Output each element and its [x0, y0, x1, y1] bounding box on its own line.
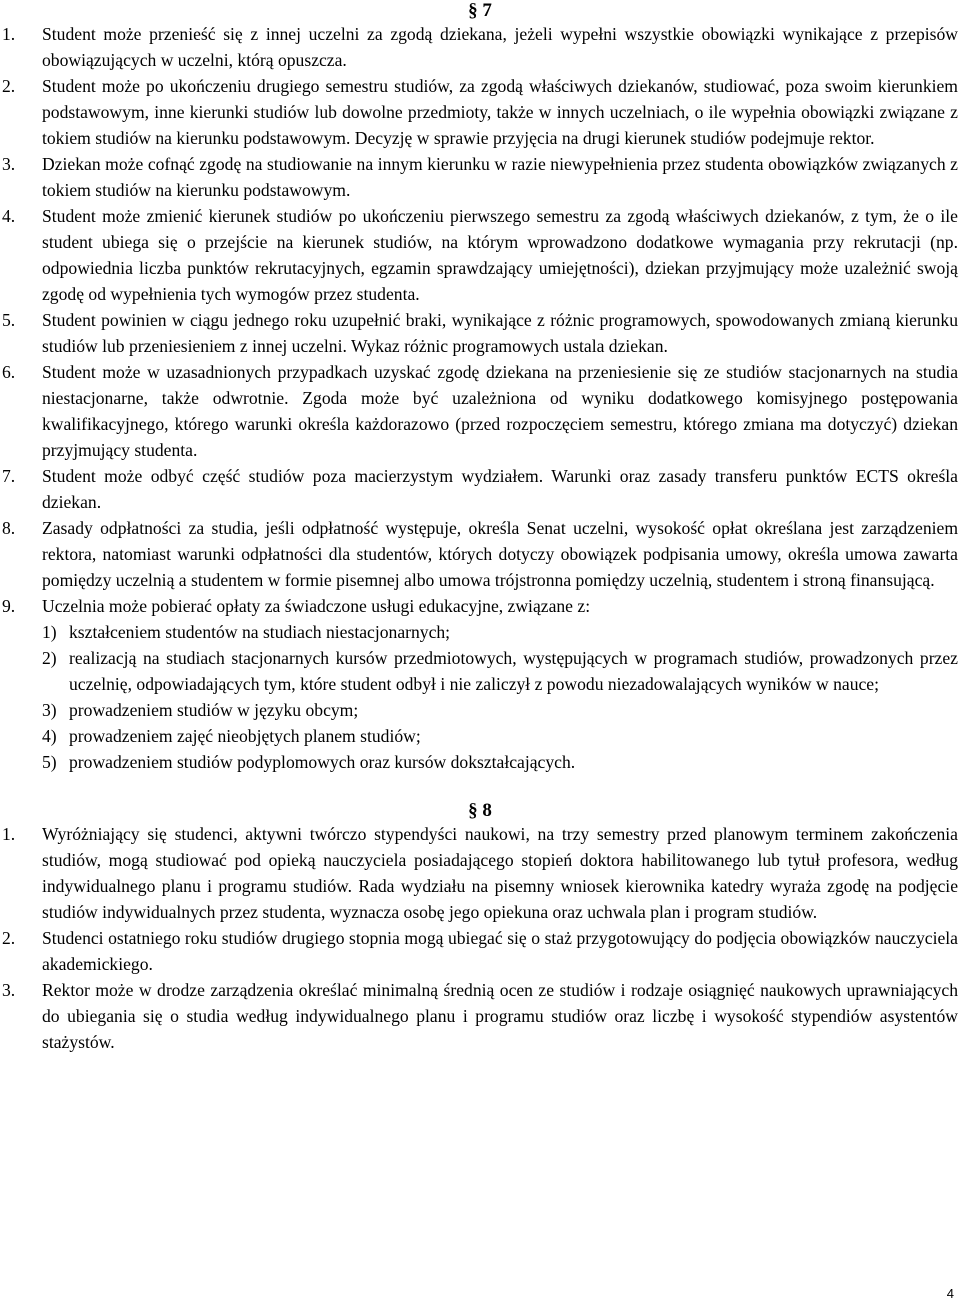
sub-item-text: prowadzeniem studiów podyplomowych oraz kursów dokształcających.	[69, 752, 576, 772]
sub-item-number: 1)	[42, 622, 57, 642]
item-number: 9.	[2, 596, 16, 616]
section-8-heading: § 8	[468, 800, 492, 821]
item-text: Wyróżniający się studenci, aktywni twórczo stypendyści naukowi, na trzy semestry przed planowym terminem zakończenia studiów, mogą studiować pod opieką nauczyciela posiadającego stopień doktora habilitowanego lub tytuł profesora, według indywidualnego planu i programu studiów. Rada wydziału na pisemny wniosek kierownika katedry wyraża zgodę na podjęcie studiów indywidualnych przez studenta, wyznacza osobę jego opiekuna oraz uchwala plan i program studiów.	[42, 824, 958, 922]
section-7-item-9	[0, 593, 960, 775]
item-number: 5.	[2, 310, 16, 330]
item-text: Dziekan może cofnąć zgodę na studiowanie na innym kierunku w razie niewypełnienia przez studenta obowiązków związanych z tokiem studiów na kierunku podstawowym.	[42, 154, 958, 200]
sub-item-2	[42, 645, 958, 697]
item-text: Student może zmienić kierunek studiów po ukończeniu pierwszego semestru za zgodą właściwych dziekanów, z tym, że o ile student ubiega się o przejście na kierunek studiów, na którym wprowadzono dodatkowe wymagania przy rekrutacji (np. odpowiednia liczba punktów rekrutacyjnych, egzamin sprawdzający umiejętności), dziekan przyjmujący może uzależnić swoją zgodę od wypełnienia tych wymogów przez studenta.	[42, 206, 958, 304]
page-number: 4	[946, 1286, 954, 1301]
fee-services-list	[42, 619, 958, 775]
sub-item-number: 2)	[42, 648, 57, 668]
sub-item-number: 3)	[42, 700, 57, 720]
section-7-item-7	[0, 463, 960, 515]
sub-item-3	[42, 697, 958, 723]
sub-item-text: kształceniem studentów na studiach niestacjonarnych;	[69, 622, 451, 642]
item-number: 1.	[2, 824, 16, 844]
item-number: 4.	[2, 206, 16, 226]
section-8-item-2	[0, 925, 960, 977]
sub-item-number: 5)	[42, 752, 57, 772]
section-8-list	[0, 821, 960, 1055]
item-text: Student może przenieść się z innej uczelni za zgodą dziekana, jeżeli wypełni wszystkie obowiązki wynikające z przepisów obowiązujących w uczelni, którą opuszcza.	[42, 24, 958, 70]
section-7-item-2	[0, 73, 960, 151]
item-number: 2.	[2, 928, 16, 948]
item-text: Student może w uzasadnionych przypadkach uzyskać zgodę dziekana na przeniesienie się ze studiów stacjonarnych na studia niestacjonarne, także odwrotnie. Zgoda może być uzależniona od wyniku dodatkowego komisyjnego postępowania kwalifikacyjnego, którego warunki określa każdorazowo (przed rozpoczęciem semestru, którego zmiana ma dotyczyć) dziekan przyjmujący studenta.	[42, 362, 958, 460]
item-number: 2.	[2, 76, 16, 96]
section-7-item-5	[0, 307, 960, 359]
sub-item-text: prowadzeniem zajęć nieobjętych planem studiów;	[69, 726, 421, 746]
item-number: 8.	[2, 518, 16, 538]
section-8-item-1	[0, 821, 960, 925]
item-number: 3.	[2, 154, 16, 174]
item-text: Zasady odpłatności za studia, jeśli odpłatność występuje, określa Senat uczelni, wysokość opłat określana jest zarządzeniem rektora, natomiast warunki odpłatności dla studentów, których dotyczy obowiązek podpisania umowy, określa umowa zawarta pomiędzy uczelnią a studentem w formie pisemnej albo umowa trójstronna pomiędzy uczelnią, studentem i stroną finansującą.	[42, 518, 958, 590]
sub-item-number: 4)	[42, 726, 57, 746]
item-text: Uczelnia może pobierać opłaty za świadczone usługi edukacyjne, związane z:	[42, 596, 591, 616]
sub-item-text: realizacją na studiach stacjonarnych kursów przedmiotowych, występujących w programach studiów, prowadzonych przez uczelnię, odpowiadających tym, które student odbył i nie zaliczył z powodu niezadowalających wyników w nauce;	[69, 648, 958, 694]
item-number: 7.	[2, 466, 16, 486]
sub-item-5	[42, 749, 958, 775]
item-number: 1.	[2, 24, 16, 44]
section-7-item-8	[0, 515, 960, 593]
sub-item-4	[42, 723, 958, 749]
section-7-list	[0, 21, 960, 775]
section-7-item-6	[0, 359, 960, 463]
section-7-item-4	[0, 203, 960, 307]
item-number: 3.	[2, 980, 16, 1000]
section-8-item-3	[0, 977, 960, 1055]
item-text: Student może odbyć część studiów poza macierzystym wydziałem. Warunki oraz zasady transferu punktów ECTS określa dziekan.	[42, 466, 958, 512]
item-text: Student powinien w ciągu jednego roku uzupełnić braki, wynikające z różnic programowych, spowodowanych zmianą kierunku studiów lub przeniesieniem z innej uczelni. Wykaz różnic programowych ustala dziekan.	[42, 310, 958, 356]
sub-item-text: prowadzeniem studiów w języku obcym;	[69, 700, 359, 720]
item-text: Student może po ukończeniu drugiego semestru studiów, za zgodą właściwych dziekanów, studiować, poza swoim kierunkiem podstawowym, inne kierunki studiów lub dowolne przedmioty, także w innych uczelniach, o ile wypełnia obowiązki związane z tokiem studiów na kierunku podstawowym. Decyzję w sprawie przyjęcia na drugi kierunek studiów podejmuje rektor.	[42, 76, 958, 148]
section-7-heading: § 7	[468, 0, 492, 21]
sub-item-1	[42, 619, 958, 645]
item-text: Rektor może w drodze zarządzenia określać minimalną średnią ocen ze studiów i rodzaje osiągnięć naukowych uprawniających do ubiegania się o studia według indywidualnego planu i programu studiów oraz liczbę i wysokość stypendiów asystentów stażystów.	[42, 980, 958, 1052]
section-7-item-1	[0, 21, 960, 73]
item-text: Studenci ostatniego roku studiów drugiego stopnia mogą ubiegać się o staż przygotowujący do podjęcia obowiązków nauczyciela akademickiego.	[42, 928, 958, 974]
section-7-item-3	[0, 151, 960, 203]
item-number: 6.	[2, 362, 16, 382]
